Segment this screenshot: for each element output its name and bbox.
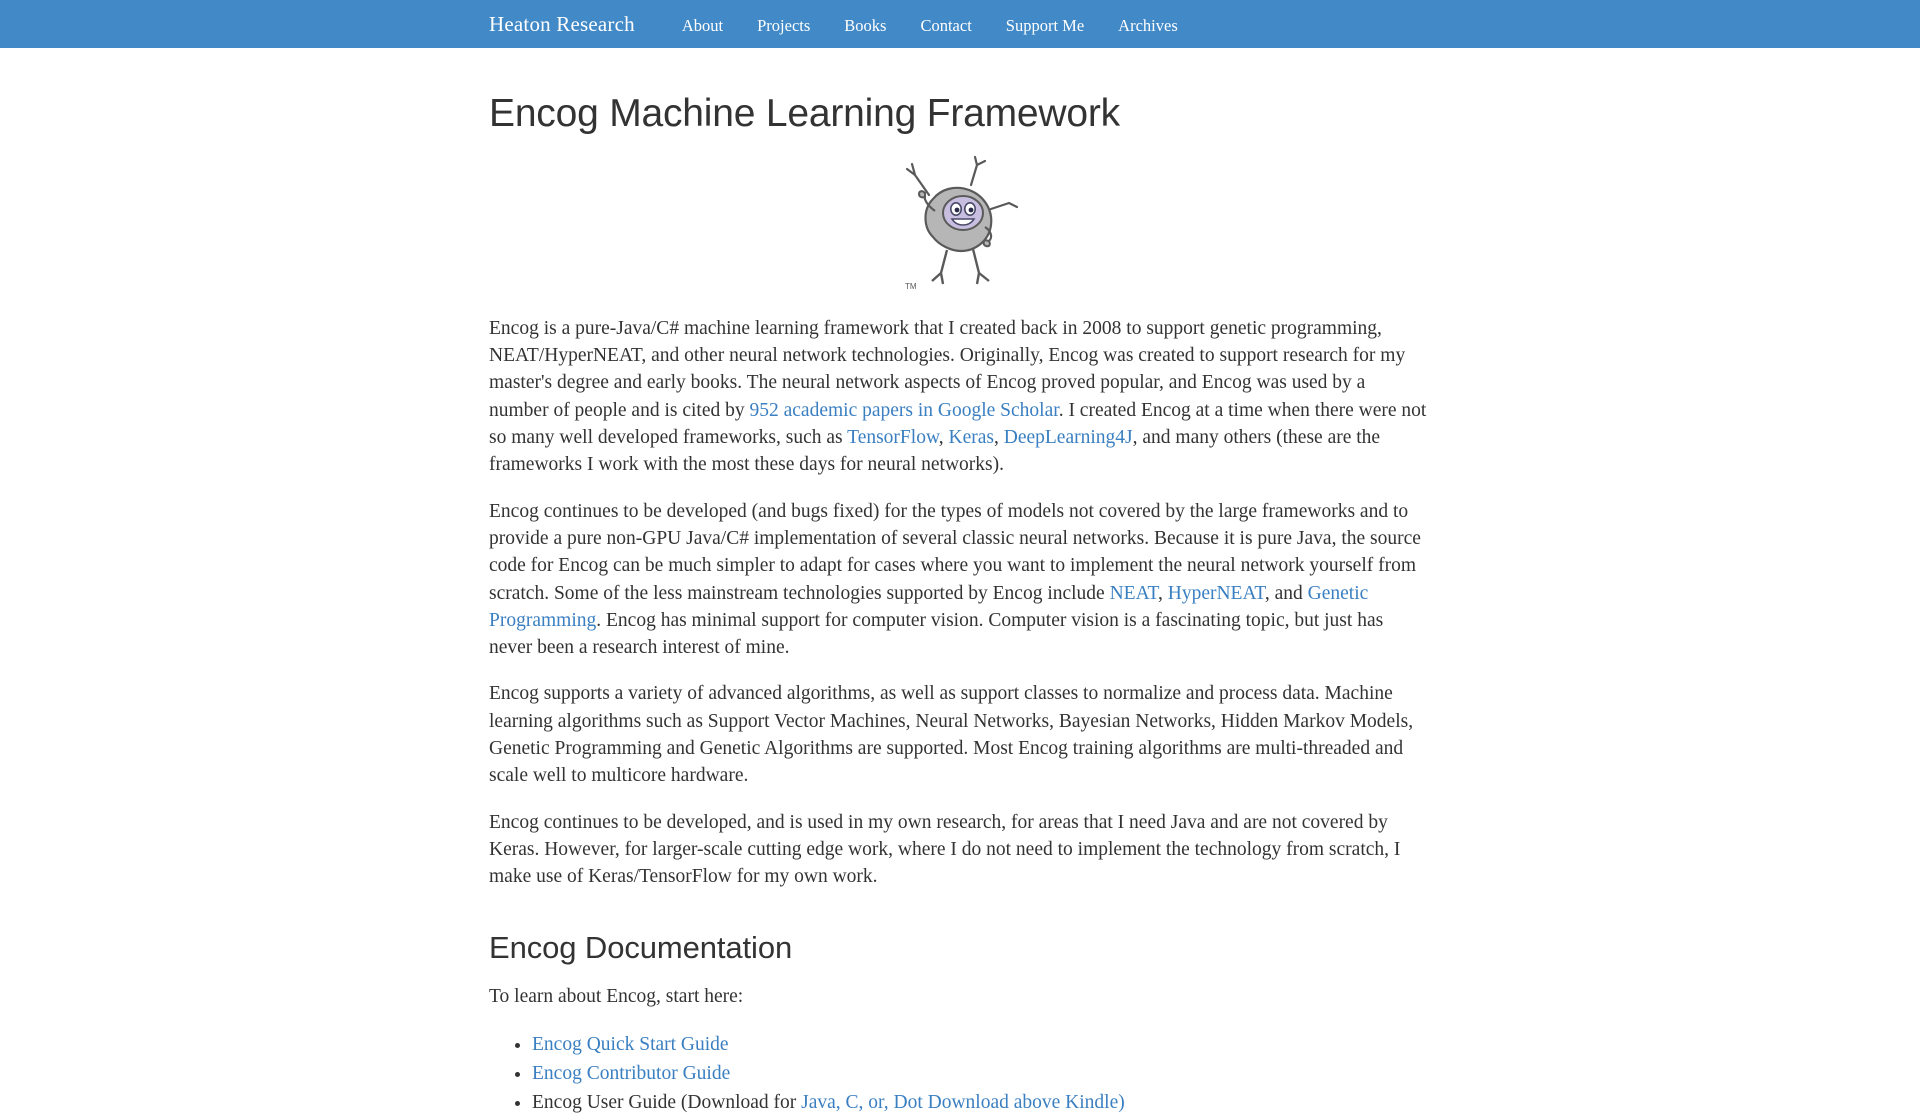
documentation-link-list — [489, 1030, 1429, 1117]
link-encog-contributor-guide[interactable]: Encog Contributor Guide — [532, 1062, 731, 1084]
paragraph2-text-part1: Encog continues to be developed (and bugs fixed) for the types of models not covered by the large frameworks and to provide a pure non-GPU Java/C# implementation of several classic neural networks. Because it is pure Java, the source code for Encog can be much simpler to adapt for cases where you want to implement the neural network yourself from scratch. Some of the less mainstream technologies supported by Encog include — [489, 500, 1421, 604]
trademark-mark: TM — [905, 281, 917, 291]
link-keras[interactable]: Keras — [948, 427, 994, 449]
nav-item-archives[interactable]: Archives — [1118, 15, 1178, 35]
paragraph2-text-part2: , — [1157, 582, 1168, 604]
paragraph1-text-part4: , — [994, 427, 1004, 449]
list-item — [532, 1088, 1429, 1117]
partial-item-text: Encog User Guide (Download for — [532, 1091, 802, 1113]
nav-item-contact[interactable]: Contact — [920, 15, 972, 35]
development-paragraph — [489, 498, 1429, 662]
navigation-inner — [489, 12, 1195, 37]
navigation-menu — [665, 16, 1195, 36]
research-paragraph: Encog continues to be developed, and is used in my own research, for areas that I need Java and are not covered by Keras. However, for larger-scale cutting edge work, where I do not need to implement the technology from scratch, I make use of Keras/TensorFlow for my own work. — [489, 811, 1401, 888]
link-hyperneat[interactable]: HyperNEAT — [1167, 582, 1265, 604]
nav-item-books[interactable]: Books — [844, 15, 887, 35]
documentation-intro: To learn about Encog, start here: — [489, 986, 744, 1008]
link-encog-user-guide-downloads[interactable]: Java, C, or, Dot Download above Kindle) — [801, 1091, 1125, 1113]
list-item — [532, 1030, 1429, 1059]
paragraph2-text-part4: . Encog has minimal support for computer vision. Computer vision is a fascinating topic, but just has never been a research interest of mine. — [489, 609, 1384, 659]
link-encog-quick-start-guide[interactable]: Encog Quick Start Guide — [532, 1033, 729, 1055]
page-title: Encog Machine Learning Framework — [489, 92, 1120, 135]
encog-neuron-mascot-logo — [489, 155, 1429, 295]
intro-paragraph — [489, 315, 1429, 479]
nav-item-about[interactable]: About — [681, 15, 724, 35]
list-item — [532, 1059, 1429, 1088]
paragraph1-text-part1: Encog is a pure-Java/C# machine learning framework that I created back in 2008 to support genetic programming, NEAT/HyperNEAT, and other neural network technologies. Originally, Encog was created to support research for my master's degree and early books. The neural network aspects of Encog proved popular, and Encog was used by a number of people and is cited by — [489, 317, 1406, 421]
main-content — [489, 48, 1429, 1117]
paragraph1-text-part2: . I created Encog at a time when there were not so many well developed frameworks, such as — [489, 399, 1427, 449]
paragraph1-text-part3: , — [938, 427, 949, 449]
algorithms-paragraph: Encog supports a variety of advanced algorithms, as well as support classes to normalize and process data. Machine learning algorithms such as Support Vector Machines, Neural Networks, Bayesian Networks, Hidden Markov Models, Genetic Programming and Genetic Algorithms are supported. Most Encog training algorithms are multi-threaded and scale well to multicore hardware. — [489, 683, 1414, 787]
top-navigation-bar — [0, 0, 1920, 48]
link-genetic-programming[interactable]: Genetic Programming — [489, 582, 1369, 631]
link-deeplearning4j[interactable]: DeepLearning4J — [1003, 427, 1133, 449]
link-tensorflow[interactable]: TensorFlow — [847, 427, 939, 449]
nav-item-projects[interactable]: Projects — [757, 15, 811, 35]
paragraph1-text-part5: , and many others (these are the frameworks I work with the most these days for neural networks). — [489, 427, 1381, 476]
site-brand-link[interactable]: Heaton Research — [489, 11, 635, 36]
link-google-scholar-papers[interactable]: 952 academic papers in Google Scholar — [749, 399, 1059, 421]
nav-item-support-me[interactable]: Support Me — [1005, 15, 1085, 35]
link-neat[interactable]: NEAT — [1109, 582, 1158, 604]
paragraph2-text-part3: , and — [1264, 582, 1308, 604]
documentation-heading: Encog Documentation — [489, 930, 793, 966]
